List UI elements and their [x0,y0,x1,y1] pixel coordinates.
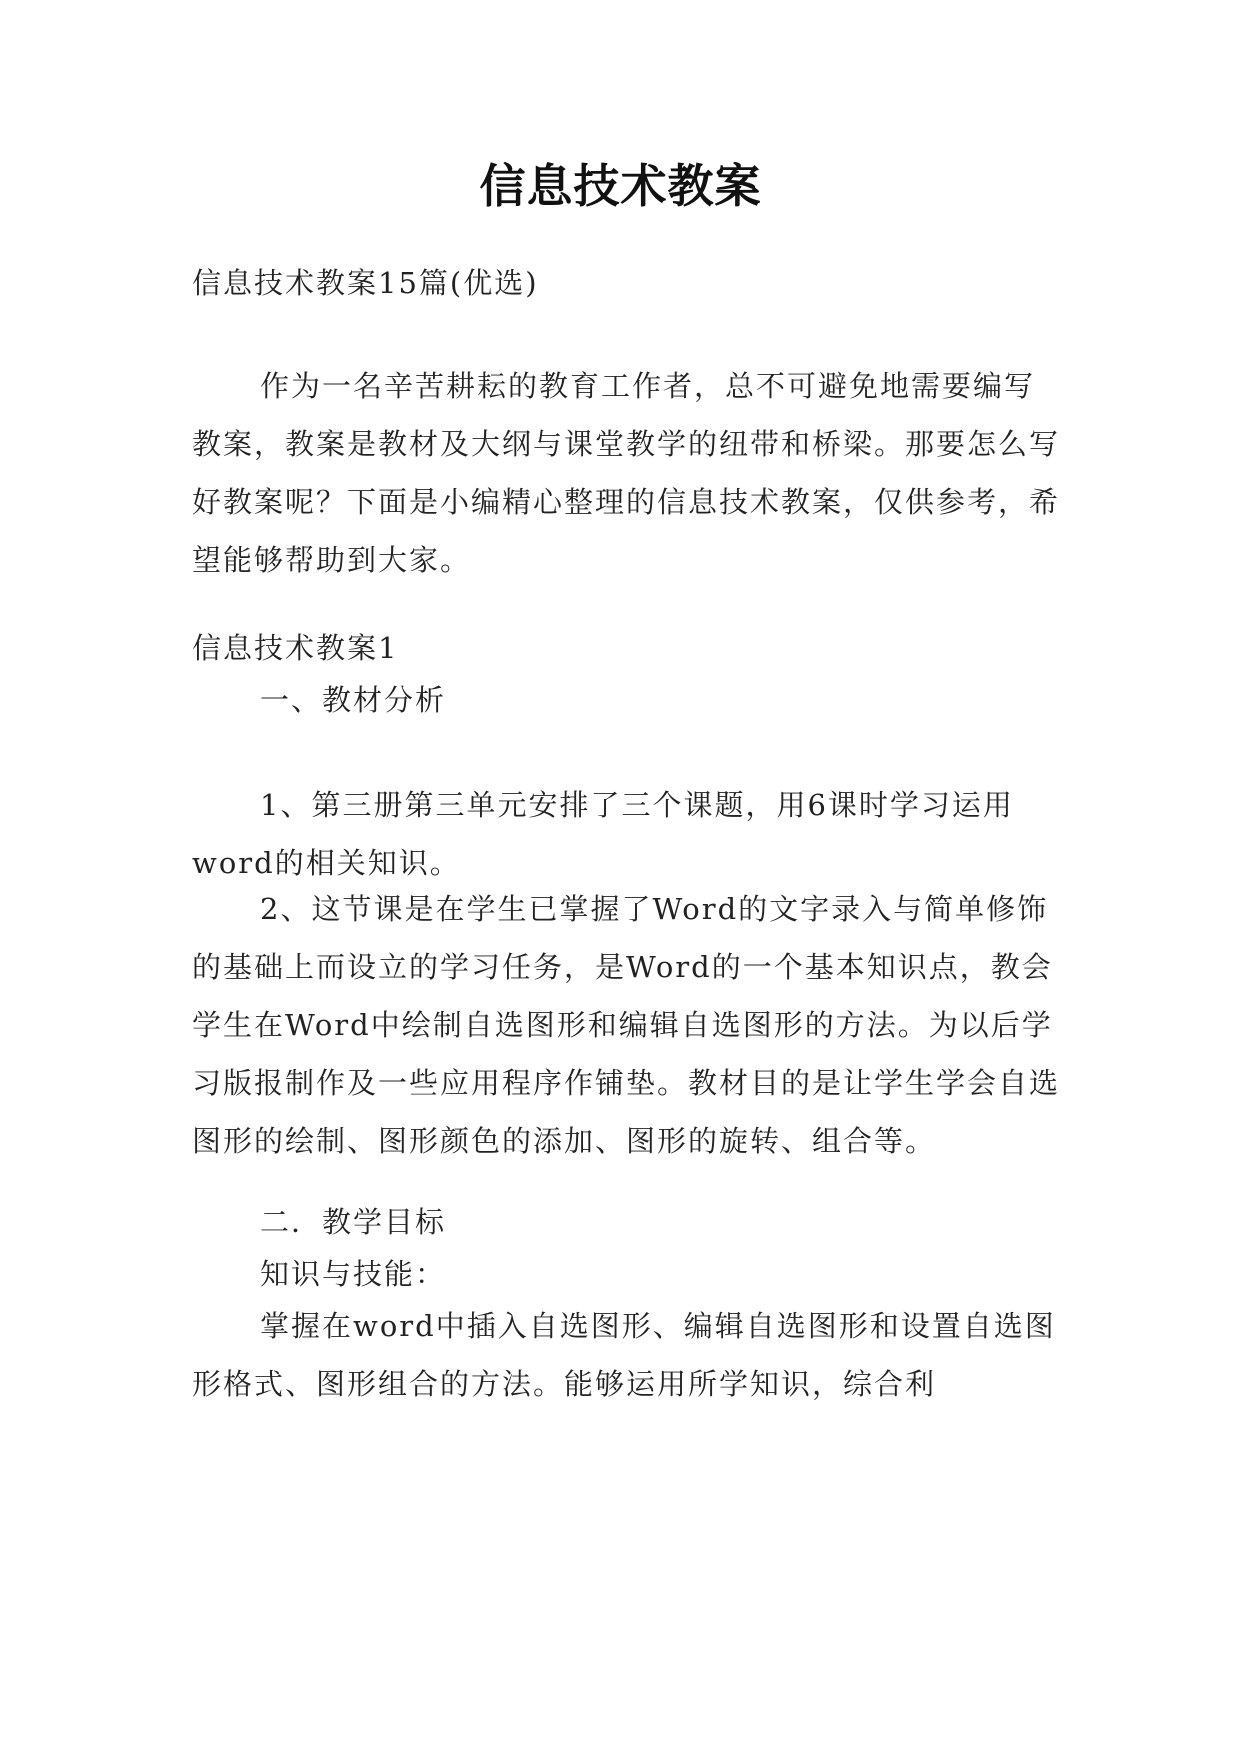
heading-teaching-goals: 二．教学目标 [260,1205,447,1239]
section-title: 信息技术教案1 [192,631,399,665]
label-knowledge-skills: 知识与技能： [260,1257,447,1291]
paragraph-2: 2、这节课是在学生已掌握了Word的文字录入与简单修饰的基础上而设立的学习任务，是Word的一个基本知识点，教会学生在Word中绘制自选图形和编辑自选图形的方法。为以后学习版报制作及一些应用程序作铺垫。教材目的是让学生学会自选图形的绘制、图形颜色的添加、图形的旋转、组合等。 [192,892,1061,1158]
document-title: 信息技术教案 [479,159,762,213]
paragraph-1: 1、第三册第三单元安排了三个课题，用6课时学习运用word的相关知识。 [192,788,1014,880]
heading-textbook-analysis: 一、教材分析 [260,683,447,717]
document-subtitle: 信息技术教案15篇(优选) [192,266,539,300]
paragraph-3: 掌握在word中插入自选图形、编辑自选图形和设置自选图形格式、图形组合的方法。能够运用所学知识，综合利 [192,1309,1056,1401]
intro-paragraph: 作为一名辛苦耕耘的教育工作者，总不可避免地需要编写教案，教案是教材及大纲与课堂教学的纽带和桥梁。那要怎么写好教案呢？下面是小编精心整理的信息技术教案，仅供参考，希望能够帮助到大家。 [192,369,1061,577]
